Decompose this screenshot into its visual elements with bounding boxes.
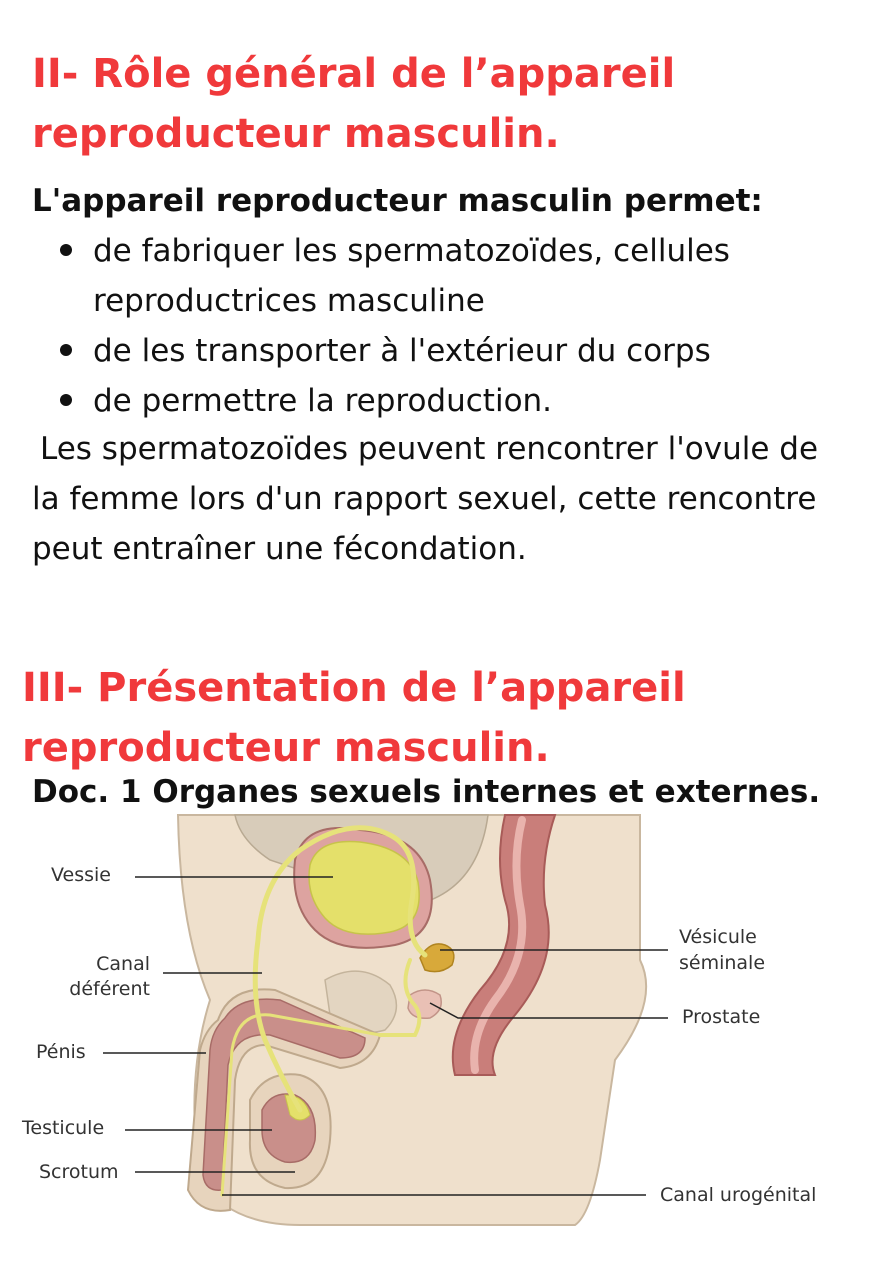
label-canal-deferent-1: Canal: [96, 953, 150, 975]
label-vesicule-1: Vésicule: [679, 926, 757, 948]
label-prostate: Prostate: [682, 1006, 761, 1028]
label-vessie: Vessie: [51, 864, 111, 886]
label-canal-deferent-2: déférent: [69, 978, 150, 1000]
paragraph: Les spermatozoïdes peuvent rencontrer l'ovule de la femme lors d'un rapport sexuel, cette rencontre peut entraîner une fécondation.: [32, 431, 819, 567]
label-vesicule-2: séminale: [679, 952, 766, 974]
label-penis: Pénis: [36, 1041, 86, 1063]
label-scrotum: Scrotum: [39, 1161, 119, 1183]
label-canal-urogenital: Canal urogénital: [660, 1184, 817, 1206]
label-testicule: Testicule: [22, 1117, 105, 1139]
list-item: de fabriquer les spermatozoïdes, cellules reproductrices masculine: [60, 226, 860, 326]
list-item: de permettre la reproduction.: [60, 376, 860, 426]
doc-caption: Doc. 1 Organes sexuels internes et externes.: [32, 774, 821, 810]
section-3-title: III- Présentation de l’appareil reproducteur masculin.: [22, 665, 686, 771]
list-item: de les transporter à l'extérieur du corps: [60, 326, 860, 376]
intro-text: L'appareil reproducteur masculin permet:: [32, 183, 763, 219]
section-2-title: II- Rôle général de l’appareil reproducteur masculin.: [32, 51, 676, 157]
